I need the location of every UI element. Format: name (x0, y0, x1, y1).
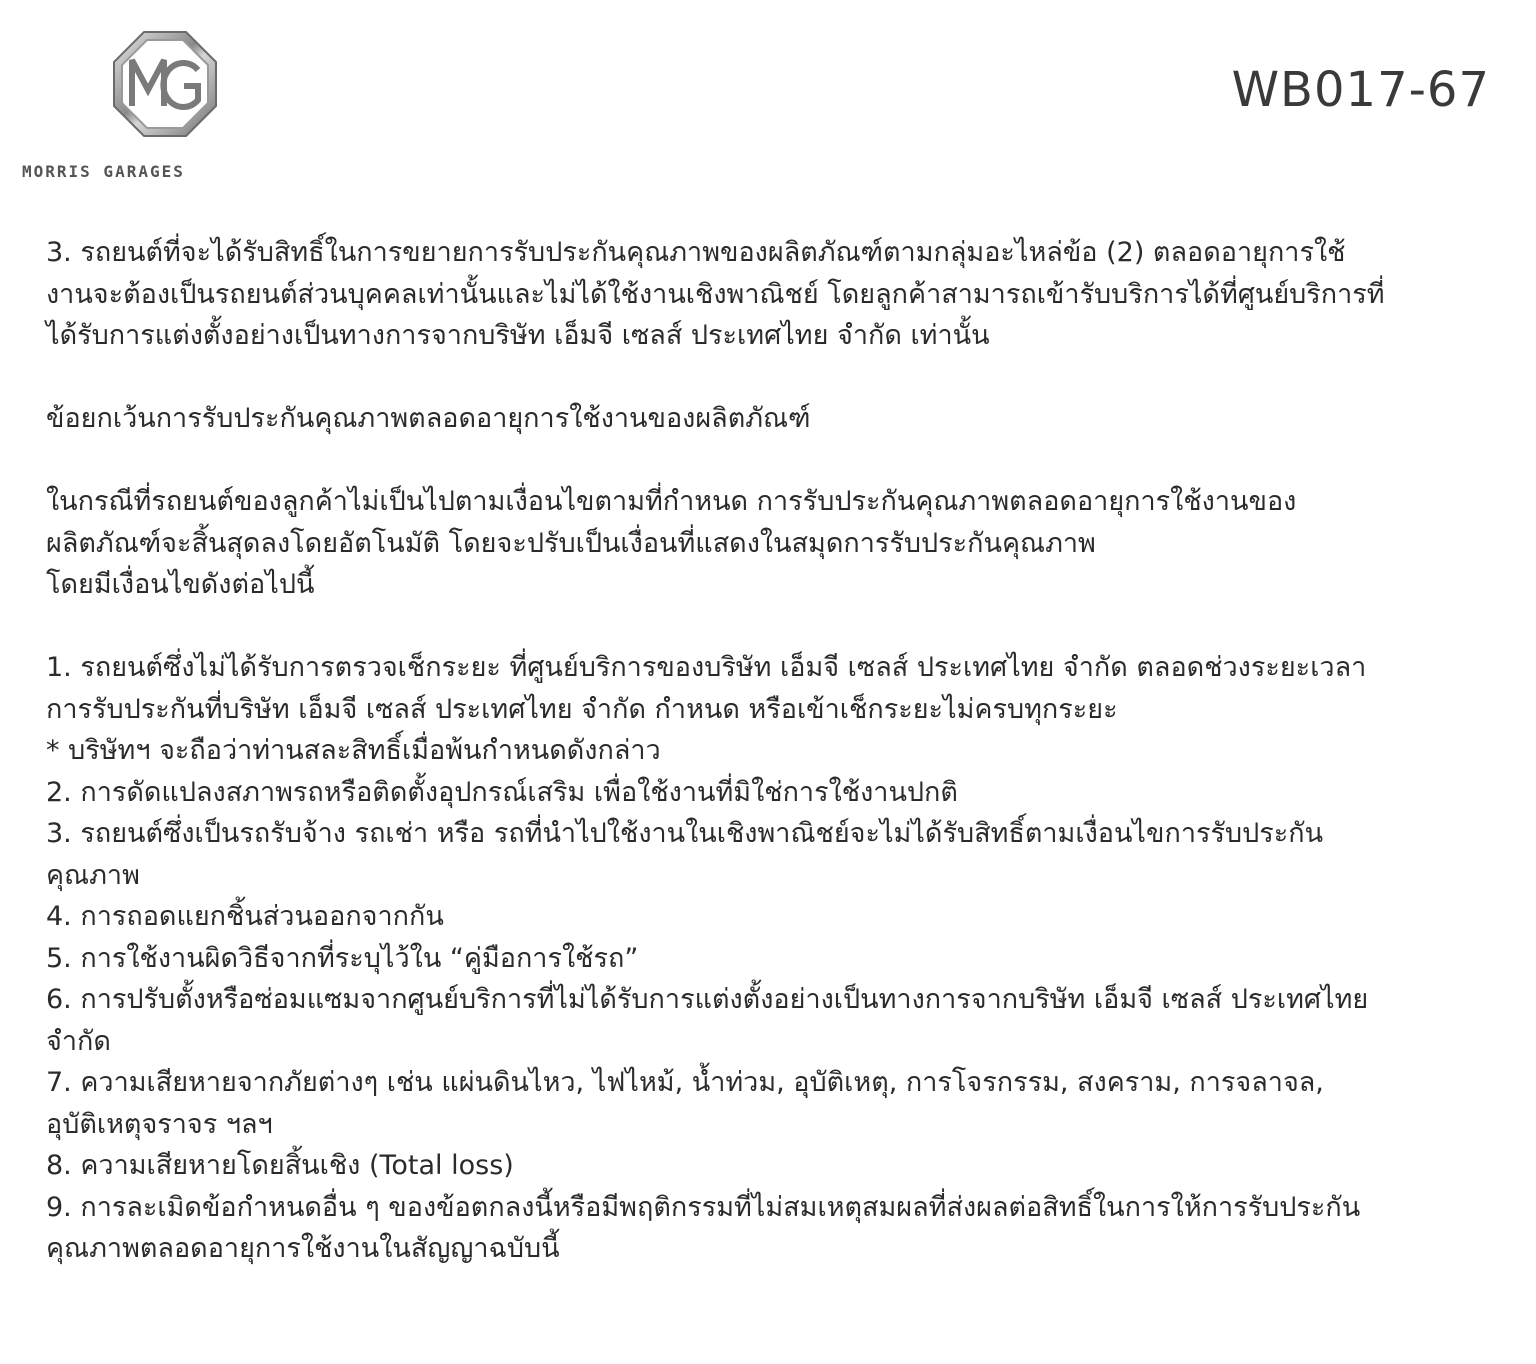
list-item: 6. การปรับตั้งหรือซ่อมแซมจากศูนย์บริการที่ไม่ได้รับการแต่งตั้งอย่างเป็นทางการจากบริษัท เอ็มจี เซลส์ ประเทศไทย (46, 984, 1369, 1015)
list-item: 7. ความเสียหายจากภัยต่างๆ เช่น แผ่นดินไหว, ไฟไหม้, น้ำท่วม, อุบัติเหตุ, การโจรกรรม, สงคราม, การจลาจล, (46, 1067, 1324, 1098)
spacer (46, 357, 1512, 399)
paragraph-termination (46, 481, 1512, 606)
list-item: 9. การละเมิดข้อกำหนดอื่น ๆ ของข้อตกลงนี้หรือมีพฤติกรรมที่ไม่สมเหตุสมผลที่ส่งผลต่อสิทธิ์ในการให้การรับประกัน (46, 1191, 1361, 1223)
list-item-continuation: คุณภาพ (46, 859, 140, 891)
document-body (46, 232, 1512, 1270)
list-item: 3. รถยนต์ซึ่งเป็นรถรับจ้าง รถเช่า หรือ รถที่นำไปใช้งานในเชิงพาณิชย์จะไม่ได้รับสิทธิ์ตามเงื่อนไขการรับประกัน (46, 818, 1324, 849)
list-item: 2. การดัดแปลงสภาพรถหรือติดตั้งอุปกรณ์เสริม เพื่อใช้งานที่มิใช่การใช้งานปกติ (46, 776, 958, 808)
text-line: 3. รถยนต์ที่จะได้รับสิทธิ์ในการขยายการรับประกันคุณภาพของผลิตภัณฑ์ตามกลุ่มอะไหล่ข้อ (2) ตลอดอายุการใช้ (46, 237, 1346, 268)
list-item-continuation: คุณภาพตลอดอายุการใช้งานในสัญญาฉบับนี้ (46, 1233, 560, 1264)
list-item-continuation: อุบัติเหตุจราจร ฯลฯ (46, 1108, 273, 1140)
text-line: ในกรณีที่รถยนต์ของลูกค้าไม่เป็นไปตามเงื่อนไขตามที่กำหนด การรับประกันคุณภาพตลอดอายุการใช้งานของ (46, 486, 1297, 517)
spacer (46, 606, 1512, 648)
text-line: ได้รับการแต่งตั้งอย่างเป็นทางการจากบริษัท เอ็มจี เซลส์ ประเทศไทย จำกัด เท่านั้น (46, 320, 990, 351)
paragraph-extension-condition (46, 232, 1512, 357)
mg-badge-icon (110, 28, 220, 140)
text-line: ผลิตภัณฑ์จะสิ้นสุดลงโดยอัตโนมัติ โดยจะปรับเป็นเงื่อนที่แสดงในสมุดการรับประกันคุณภาพ (46, 527, 1096, 559)
section-heading-exceptions (46, 398, 1512, 440)
exception-list (46, 647, 1512, 1270)
text-line: งานจะต้องเป็นรถยนต์ส่วนบุคคลเท่านั้นและไม่ได้ใช้งานเชิงพาณิชย์ โดยลูกค้าสามารถเข้ารับบริการได้ที่ศูนย์บริการที่ (46, 278, 1385, 310)
document-header (0, 0, 1536, 200)
logo-wordmark: MORRIS GARAGES (22, 162, 185, 181)
list-item-note: * บริษัทฯ จะถือว่าท่านสละสิทธิ์เมื่อพ้นกำหนดดังกล่าว (46, 735, 661, 766)
spacer (46, 440, 1512, 482)
list-item-continuation: การรับประกันที่บริษัท เอ็มจี เซลส์ ประเทศไทย จำกัด กำหนด หรือเข้าเช็กระยะไม่ครบทุกระยะ (46, 693, 1118, 725)
list-item: 4. การถอดแยกชิ้นส่วนออกจากกัน (46, 901, 444, 932)
document-code: WB017-67 (1231, 62, 1490, 118)
list-item: 5. การใช้งานผิดวิธีจากที่ระบุไว้ใน “คู่มือการใช้รถ” (46, 942, 639, 974)
list-item: 8. ความเสียหายโดยสิ้นเชิง (Total loss) (46, 1150, 514, 1181)
text-line: ข้อยกเว้นการรับประกันคุณภาพตลอดอายุการใช้งานของผลิตภัณฑ์ (46, 403, 811, 434)
mg-logo (22, 28, 312, 188)
list-item: 1. รถยนต์ซึ่งไม่ได้รับการตรวจเช็กระยะ ที่ศูนย์บริการของบริษัท เอ็มจี เซลส์ ประเทศไทย จำกัด ตลอดช่วงระยะเวลา (46, 652, 1367, 683)
list-item-continuation: จำกัด (46, 1025, 111, 1057)
text-line: โดยมีเงื่อนไขดังต่อไปนี้ (46, 569, 315, 600)
